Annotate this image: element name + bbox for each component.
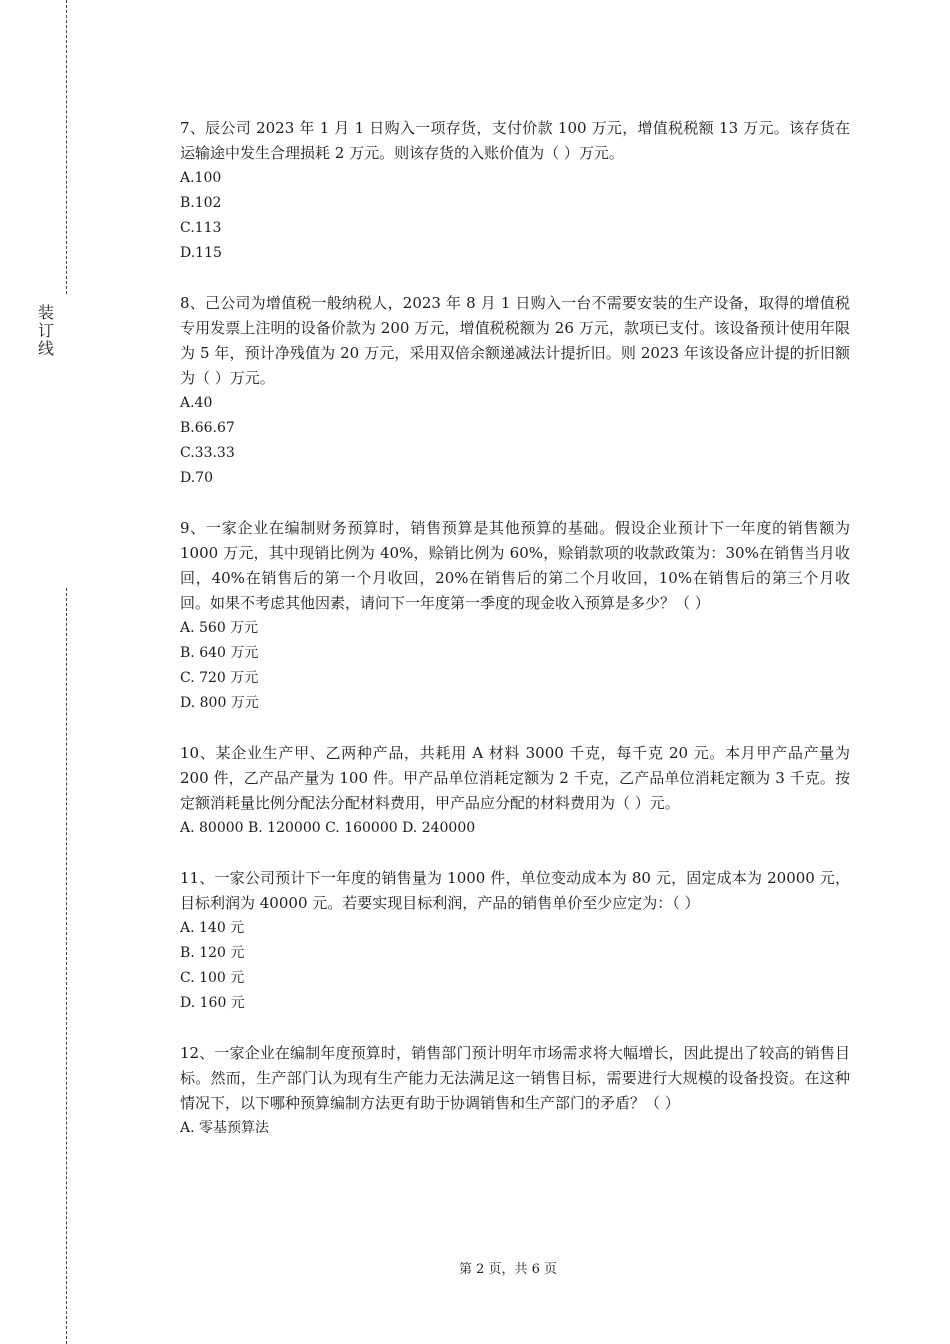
option-a: A. 140 元 — [180, 920, 245, 936]
option-d: D.115 — [180, 245, 222, 261]
option-c: C. 720 万元 — [180, 670, 259, 686]
question-list — [180, 116, 850, 1166]
question-11 — [180, 866, 850, 1016]
question-stem: 10、某企业生产甲、乙两种产品，共耗用 A 材料 3000 千克，每千克 20 元。本月甲产品产量为 200 件，乙产品产量为 100 件。甲产品单位消耗定额为 2 千克，乙产品单位消耗定额为 3 千克。按定额消耗量比例分配法分配材料费用，甲产品应分配的材料费用为（ ）元。 — [180, 744, 850, 812]
binding-line-bottom — [66, 588, 67, 1344]
option-b: B. 640 万元 — [180, 645, 259, 661]
binding-label: 装 订 线 — [37, 303, 54, 358]
option-c: C. 100 元 — [180, 970, 245, 986]
option-d: D. 800 万元 — [180, 695, 259, 711]
question-8 — [180, 291, 850, 491]
question-stem: 12、一家企业在编制年度预算时，销售部门预计明年市场需求将大幅增长，因此提出了较高的销售目标。然而，生产部门认为现有生产能力无法满足这一销售目标，需要进行大规模的设备投资。在这种情况下，以下哪种预算编制方法更有助于协调销售和生产部门的矛盾？（ ） — [180, 1044, 850, 1112]
option-a: A.100 — [180, 170, 222, 186]
option-a: A.40 — [180, 395, 213, 411]
question-9 — [180, 516, 850, 716]
page-number: 第 2 页，共 6 页 — [458, 1262, 558, 1277]
question-stem: 11、一家公司预计下一年度的销售量为 1000 件，单位变动成本为 80 元，固定成本为 20000 元，目标利润为 40000 元。若要实现目标利润，产品的销售单价至少应定为：（ ） — [180, 869, 850, 912]
question-7 — [180, 116, 850, 266]
question-10 — [180, 741, 850, 841]
option-c: C.33.33 — [180, 445, 235, 461]
option-d: D.70 — [180, 470, 213, 486]
option-b: B.102 — [180, 195, 222, 211]
option-b: B.66.67 — [180, 420, 235, 436]
binding-line-top — [66, 0, 67, 294]
option-b: B. 120 元 — [180, 945, 245, 961]
option-a: A. 零基预算法 — [180, 1120, 270, 1136]
question-12 — [180, 1041, 850, 1141]
question-stem: 8、己公司为增值税一般纳税人，2023 年 8 月 1 日购入一台不需要安装的生产设备，取得的增值税专用发票上注明的设备价款为 200 万元，增值税税额为 26 万元，款项已支付。该设备预计使用年限为 5 年，预计净残值为 20 万元，采用双倍余额递减法计提折旧。则 2023 年该设备应计提的折旧额为（ ）万元。 — [180, 294, 850, 387]
question-stem: 9、一家企业在编制财务预算时，销售预算是其他预算的基础。假设企业预计下一年度的销售额为 1000 万元，其中现销比例为 40%，赊销比例为 60%，赊销款项的收款政策为：30%在销售当月收回，40%在销售后的第一个月收回，20%在销售后的第二个月收回，10%在销售后的第三个月收回。如果不考虑其他因素，请问下一年度第一季度的现金收入预算是多少？（ ） — [180, 519, 850, 612]
option-a: A. 560 万元 — [180, 620, 259, 636]
question-stem: 7、辰公司 2023 年 1 月 1 日购入一项存货，支付价款 100 万元，增值税税额 13 万元。该存货在运输途中发生合理损耗 2 万元。则该存货的入账价值为（ ）万元。 — [180, 119, 850, 162]
option-line: A. 80000 B. 120000 C. 160000 D. 240000 — [180, 820, 476, 836]
option-c: C.113 — [180, 220, 222, 236]
option-d: D. 160 元 — [180, 995, 245, 1011]
